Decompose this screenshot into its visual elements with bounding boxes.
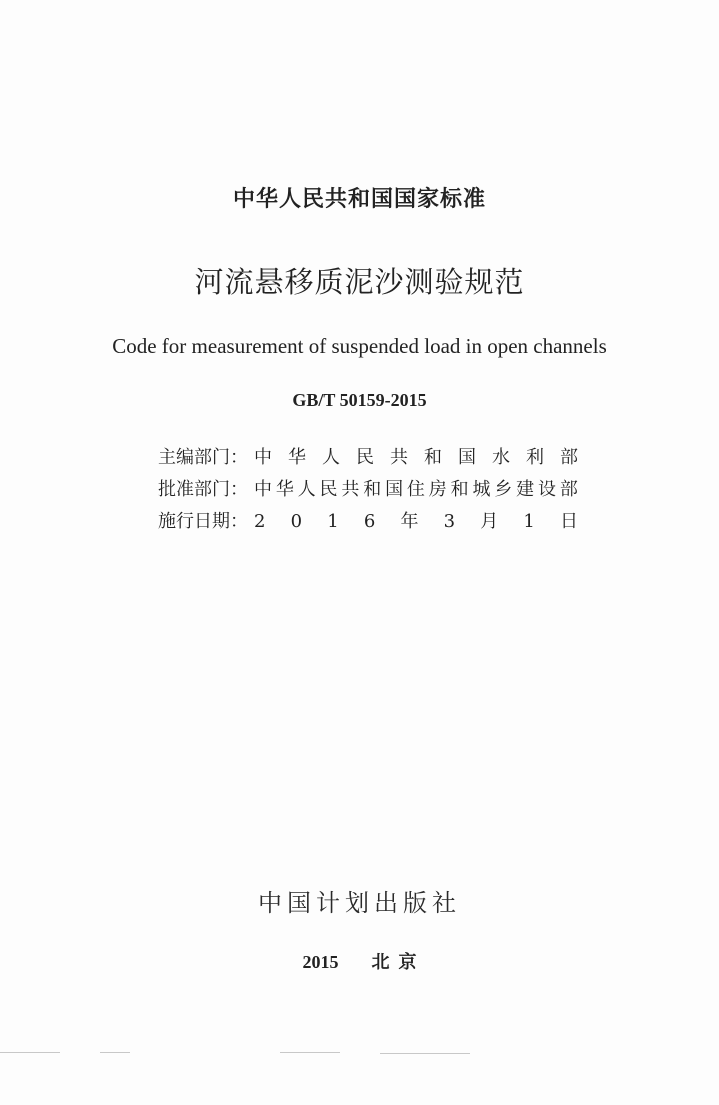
value-char: 人	[297, 479, 316, 500]
issuing-info	[158, 442, 578, 538]
scan-mark	[100, 1052, 130, 1053]
value-char: 部	[559, 479, 578, 500]
value-char: 年	[400, 511, 419, 532]
value-char: 6	[363, 511, 376, 532]
value-char: 设	[537, 479, 556, 500]
value-char: 和	[424, 447, 442, 468]
publisher-name: 中国计划出版社	[258, 889, 461, 917]
value-char: 利	[526, 447, 544, 468]
date-row	[158, 506, 578, 538]
value-char: 共	[390, 447, 408, 468]
publication-city: 北 京	[371, 952, 417, 972]
title-english: Code for measurement of suspended load in open channels	[112, 334, 607, 358]
value-char: 人	[322, 447, 340, 468]
value-char: 和	[450, 479, 469, 500]
value-char: 国	[458, 447, 476, 468]
standard-number: GB/T 50159-2015	[292, 390, 427, 410]
value-char: 共	[341, 479, 360, 500]
value-char: 1	[327, 511, 339, 532]
value-char: 水	[492, 447, 510, 468]
editor-value	[254, 442, 578, 474]
value-char: 国	[385, 479, 404, 500]
editor-label: 主编部门：	[158, 447, 248, 468]
scan-mark	[0, 1052, 60, 1053]
publication-place	[0, 948, 719, 974]
scan-mark	[280, 1052, 340, 1053]
value-char: 和	[363, 479, 382, 500]
value-char: 月	[480, 511, 499, 532]
date-label: 施行日期：	[158, 511, 248, 532]
editor-row	[158, 442, 578, 474]
value-char: 中	[254, 479, 272, 500]
value-char: 部	[560, 447, 578, 468]
publication-year: 2015	[302, 952, 339, 972]
approver-row	[158, 474, 578, 506]
approver-value	[254, 474, 578, 506]
value-char: 建	[516, 479, 535, 500]
value-char: 1	[523, 511, 535, 532]
value-char: 华	[288, 447, 306, 468]
value-char: 3	[443, 511, 456, 532]
scan-mark	[380, 1053, 470, 1054]
value-char: 2	[254, 511, 266, 532]
value-char: 日	[559, 511, 578, 532]
value-char: 住	[406, 479, 425, 500]
value-char: 城	[472, 479, 491, 500]
value-char: 民	[319, 479, 338, 500]
value-char: 中	[254, 447, 272, 468]
value-char: 0	[290, 511, 303, 532]
value-char: 民	[356, 447, 374, 468]
title-chinese: 河流悬移质泥沙测验规范	[194, 265, 525, 299]
value-char: 房	[428, 479, 447, 500]
date-value	[254, 506, 578, 538]
approver-label: 批准部门：	[158, 479, 248, 500]
value-char: 华	[275, 479, 294, 500]
standard-class-heading: 中华人民共和国国家标准	[232, 187, 486, 212]
value-char: 乡	[494, 479, 513, 500]
